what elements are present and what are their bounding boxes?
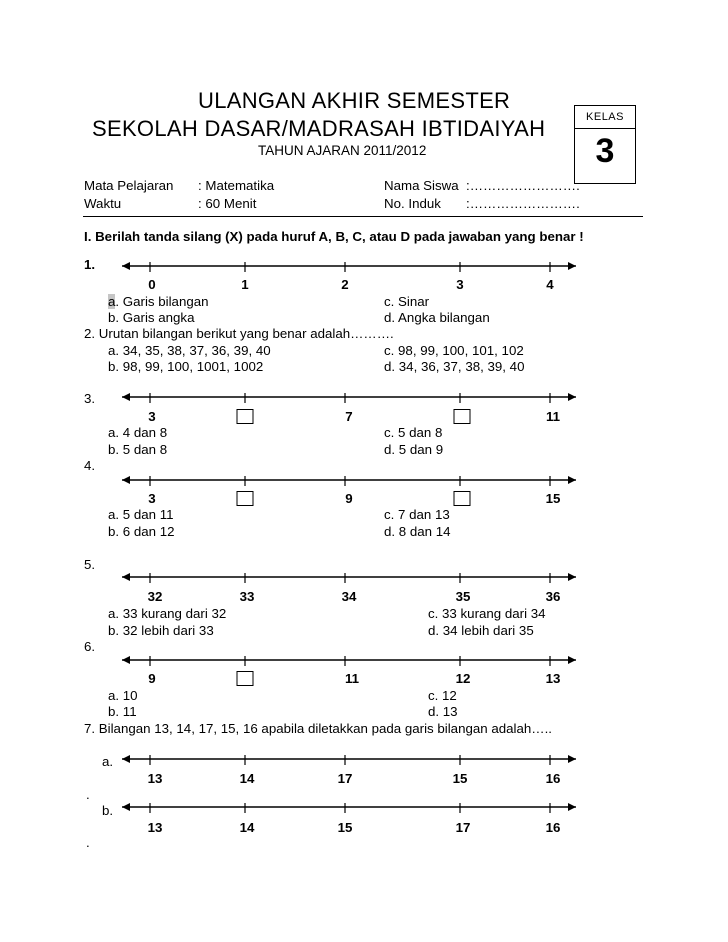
q3-label-0: 3 bbox=[148, 409, 156, 424]
q1-option-a-text: . Garis bilangan bbox=[115, 294, 209, 309]
q7b-number-line-arrow-right bbox=[568, 803, 576, 811]
q4-blank-box-1[interactable] bbox=[237, 491, 254, 506]
waktu-value: : 60 Menit bbox=[198, 196, 257, 211]
mapel-label: Mata Pelajaran bbox=[84, 178, 174, 193]
q6-option-b[interactable]: b. 11 bbox=[108, 704, 137, 719]
q1-option-b[interactable]: b. Garis angka bbox=[108, 310, 195, 325]
q4-option-c[interactable]: c. 7 dan 13 bbox=[384, 507, 450, 522]
q7b-label-0: 13 bbox=[147, 820, 163, 835]
q5-label-1: 33 bbox=[239, 589, 255, 604]
q1-option-a-letter: a bbox=[108, 294, 116, 309]
q6-label-0: 9 bbox=[148, 671, 156, 686]
q3-option-c[interactable]: c. 5 dan 8 bbox=[384, 425, 443, 440]
q7a-number-line-svg bbox=[120, 751, 578, 767]
q7b-label-2: 15 bbox=[337, 820, 353, 835]
q7b-label-3: 17 bbox=[455, 820, 471, 835]
q3-number: 3. bbox=[84, 391, 96, 406]
q4-option-d[interactable]: d. 8 dan 14 bbox=[384, 524, 451, 539]
q6-number-line-arrow-right bbox=[568, 656, 576, 664]
instruction: I. Berilah tanda silang (X) pada huruf A, B, C, atau D pada jawaban yang benar ! bbox=[84, 229, 584, 244]
q4-option-a[interactable]: a. 5 dan 11 bbox=[108, 507, 174, 522]
title-line1: ULANGAN AKHIR SEMESTER bbox=[198, 88, 511, 113]
nama-value: :……………………. bbox=[466, 178, 580, 193]
q5-number-line-arrow-right bbox=[568, 573, 576, 581]
school-year: TAHUN AJARAN 2011/2012 bbox=[258, 143, 427, 158]
q7-dot-2: . bbox=[86, 835, 90, 850]
q3-blank-box-1[interactable] bbox=[237, 409, 254, 424]
kelas-number: 3 bbox=[595, 132, 615, 170]
q6-blank-box[interactable] bbox=[237, 671, 254, 686]
q7a-label-2: 17 bbox=[337, 771, 353, 786]
q4-label-1: 9 bbox=[345, 491, 353, 506]
q2-option-a[interactable]: a. 34, 35, 38, 37, 36, 39, 40 bbox=[108, 343, 271, 358]
q6-option-c[interactable]: c. 12 bbox=[428, 688, 457, 703]
q6-number: 6. bbox=[84, 639, 96, 654]
kelas-label: KELAS bbox=[575, 106, 635, 129]
q1-number-line bbox=[120, 258, 578, 274]
q4-number-line-arrow-right bbox=[568, 476, 576, 484]
q5-option-d[interactable]: d. 34 lebih dari 35 bbox=[428, 623, 534, 638]
q6-option-a[interactable]: a. 10 bbox=[108, 688, 138, 703]
q5-number-line-arrow-left bbox=[122, 573, 130, 581]
q5-label-2: 34 bbox=[341, 589, 357, 604]
waktu-label: Waktu bbox=[84, 196, 122, 211]
q2-stem: 2. Urutan bilangan berikut yang benar adalah………. bbox=[84, 326, 394, 341]
q1-label-0: 0 bbox=[148, 277, 156, 292]
q7-option-b[interactable]: b. bbox=[102, 803, 114, 818]
title-line2: SEKOLAH DASAR/MADRASAH IBTIDAIYAH bbox=[92, 116, 546, 141]
q1-number-line-arrow-right bbox=[568, 262, 576, 270]
q4-number: 4. bbox=[84, 458, 96, 473]
q4-blank-box-2[interactable] bbox=[454, 491, 471, 506]
induk-value: :……………………. bbox=[466, 196, 580, 211]
q3-option-d[interactable]: d. 5 dan 9 bbox=[384, 442, 444, 457]
nama-label: Nama Siswa bbox=[384, 178, 459, 193]
q5-number-line bbox=[120, 569, 578, 585]
q1-option-c[interactable]: c. Sinar bbox=[384, 294, 430, 309]
q6-number-line-arrow-left bbox=[122, 656, 130, 664]
q3-label-2: 11 bbox=[545, 409, 561, 424]
q3-label-1: 7 bbox=[345, 409, 353, 424]
q1-number: 1. bbox=[84, 257, 96, 272]
q7-option-a[interactable]: a. bbox=[102, 754, 114, 769]
q2-option-c[interactable]: c. 98, 99, 100, 101, 102 bbox=[384, 343, 524, 358]
q2-option-b[interactable]: b. 98, 99, 100, 1001, 1002 bbox=[108, 359, 264, 374]
q7b-label-1: 14 bbox=[239, 820, 255, 835]
q7a-label-1: 14 bbox=[239, 771, 255, 786]
q3-number-line-arrow-right bbox=[568, 393, 576, 401]
q3-number-line-svg bbox=[120, 389, 578, 405]
q1-label-2: 2 bbox=[341, 277, 349, 292]
q4-option-b[interactable]: b. 6 dan 12 bbox=[108, 524, 175, 539]
q7a-number-line-arrow-right bbox=[568, 755, 576, 763]
q5-label-3: 35 bbox=[455, 589, 471, 604]
q1-label-3: 3 bbox=[456, 277, 464, 292]
q5-option-b[interactable]: b. 32 lebih dari 33 bbox=[108, 623, 214, 638]
q6-label-2: 12 bbox=[455, 671, 471, 686]
q3-option-b[interactable]: b. 5 dan 8 bbox=[108, 442, 168, 457]
q3-number-line-arrow-left bbox=[122, 393, 130, 401]
q7a-number-line bbox=[120, 751, 578, 767]
q4-number-line-arrow-left bbox=[122, 476, 130, 484]
q6-number-line-svg bbox=[120, 652, 578, 668]
q4-number-line-svg bbox=[120, 472, 578, 488]
q7a-label-3: 15 bbox=[452, 771, 468, 786]
q4-number-line bbox=[120, 472, 578, 488]
q7b-number-line-arrow-left bbox=[122, 803, 130, 811]
q7-stem: 7. Bilangan 13, 14, 17, 15, 16 apabila diletakkan pada garis bilangan adalah….. bbox=[84, 721, 552, 736]
q4-label-2: 15 bbox=[545, 491, 561, 506]
q2-option-d[interactable]: d. 34, 36, 37, 38, 39, 40 bbox=[384, 359, 525, 374]
mapel-value: : Matematika bbox=[198, 178, 275, 193]
q5-number-line-svg bbox=[120, 569, 578, 585]
q7b-label-4: 16 bbox=[545, 820, 561, 835]
q7a-number-line-arrow-left bbox=[122, 755, 130, 763]
q4-label-0: 3 bbox=[148, 491, 156, 506]
q3-blank-box-2[interactable] bbox=[454, 409, 471, 424]
q7a-label-0: 13 bbox=[147, 771, 163, 786]
q3-option-a[interactable]: a. 4 dan 8 bbox=[108, 425, 168, 440]
q1-number-line-arrow-left bbox=[122, 262, 130, 270]
q7a-label-4: 16 bbox=[545, 771, 561, 786]
q5-label-0: 32 bbox=[147, 589, 163, 604]
header-divider bbox=[83, 216, 643, 217]
q6-number-line bbox=[120, 652, 578, 668]
q7-dot-1: . bbox=[86, 787, 90, 802]
q5-label-4: 36 bbox=[545, 589, 561, 604]
q1-option-a[interactable] bbox=[108, 294, 209, 309]
kelas-box bbox=[574, 105, 636, 184]
q5-option-a[interactable]: a. 33 kurang dari 32 bbox=[108, 606, 227, 621]
q6-label-3: 13 bbox=[545, 671, 561, 686]
q5-option-c[interactable]: c. 33 kurang dari 34 bbox=[428, 606, 546, 621]
q6-option-d[interactable]: d. 13 bbox=[428, 704, 458, 719]
q5-number: 5. bbox=[84, 557, 96, 572]
q1-number-line-svg bbox=[120, 258, 578, 274]
q1-option-d[interactable]: d. Angka bilangan bbox=[384, 310, 490, 325]
q3-number-line bbox=[120, 389, 578, 405]
q1-label-4: 4 bbox=[546, 277, 554, 292]
q1-label-1: 1 bbox=[241, 277, 249, 292]
q7b-number-line bbox=[120, 799, 578, 815]
q6-label-1: 11 bbox=[344, 671, 360, 686]
induk-label: No. Induk bbox=[384, 196, 441, 211]
q7b-number-line-svg bbox=[120, 799, 578, 815]
